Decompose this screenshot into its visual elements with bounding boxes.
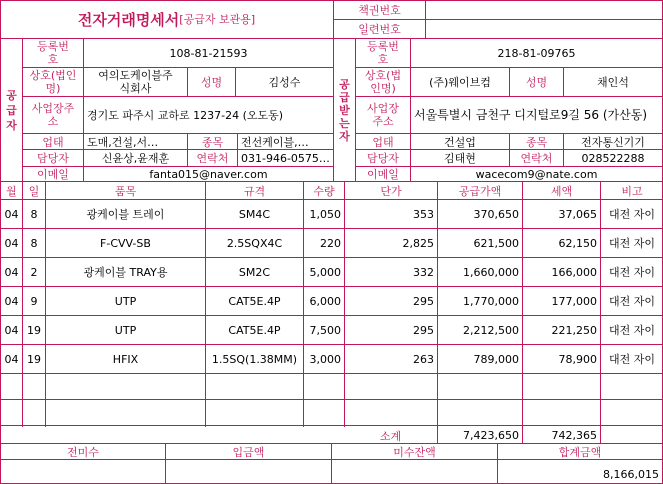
header-item: 품목 bbox=[114, 184, 137, 198]
recipient-address: 서울특별시 금천구 디지털로9길 56 (가산동) bbox=[414, 107, 647, 122]
row-1-price: 353 bbox=[413, 207, 434, 221]
recipient-side-char-1: 공 bbox=[339, 77, 350, 91]
recipient-side-char-4: 는 bbox=[339, 116, 350, 130]
row-6-month: 04 bbox=[4, 352, 19, 366]
row-4-note: 대전 자이 bbox=[608, 295, 655, 308]
supplier-manager-label: 담당자 bbox=[37, 152, 69, 165]
recipient-reg-no: 218-81-09765 bbox=[497, 46, 576, 60]
recipient-contact: 028522288 bbox=[581, 151, 645, 165]
header-note: 비고 bbox=[621, 184, 643, 198]
row-1-day: 8 bbox=[30, 207, 38, 221]
subtotal-label: 소계 bbox=[379, 429, 402, 443]
row-1-spec: SM4C bbox=[238, 207, 271, 221]
total-value: 8,166,015 bbox=[603, 468, 659, 481]
row-3-qty: 5,000 bbox=[309, 265, 341, 279]
row-4-tax: 177,000 bbox=[551, 294, 597, 308]
header-supply: 공급가액 bbox=[458, 184, 502, 198]
page-title bbox=[0, 0, 333, 38]
unpaid-value bbox=[1, 460, 165, 483]
supplier-side-label bbox=[1, 39, 22, 181]
supplier-business-type: 도매,건설,서… bbox=[87, 135, 159, 149]
supplier-side-char-3: 자 bbox=[6, 118, 17, 132]
deposit-label: 입금액 bbox=[232, 445, 265, 459]
row-6-item: HFIX bbox=[112, 352, 139, 366]
row-2-qty: 220 bbox=[320, 236, 341, 250]
serial-no-label: 일련번호 bbox=[358, 22, 401, 36]
supplier-address: 경기도 파주시 교하로 1237-24 (오도동) bbox=[87, 109, 284, 122]
row-4-day: 9 bbox=[30, 294, 38, 308]
book-no-value bbox=[426, 0, 662, 19]
row-4-qty: 6,000 bbox=[309, 294, 341, 308]
recipient-reg-no-label: 등록번호 bbox=[367, 40, 399, 66]
row-5-note: 대전 자이 bbox=[608, 324, 655, 337]
row-3-item: 광케이블 TRAY용 bbox=[83, 266, 168, 279]
supplier-side-char-2: 급 bbox=[6, 103, 17, 117]
supplier-company: 여의도케이블주식회사 bbox=[98, 69, 173, 95]
row-3-price: 332 bbox=[413, 265, 434, 279]
row-5-price: 295 bbox=[413, 323, 434, 337]
header-tax: 세액 bbox=[550, 184, 573, 198]
balance-value bbox=[332, 460, 497, 483]
header-spec: 규격 bbox=[243, 184, 266, 198]
row-3-spec: SM2C bbox=[238, 265, 271, 279]
recipient-company-label: 상호(법인명) bbox=[364, 69, 402, 95]
row-6-day: 19 bbox=[27, 352, 41, 366]
row-3-tax: 166,000 bbox=[551, 265, 597, 279]
supplier-contact: 031-946-0575… bbox=[241, 151, 330, 165]
recipient-manager-label: 담당자 bbox=[367, 152, 399, 165]
row-2-note: 대전 자이 bbox=[608, 237, 655, 250]
row-1-month: 04 bbox=[4, 207, 19, 221]
row-2-day: 8 bbox=[30, 236, 38, 250]
row-6-spec: 1.5SQ(1.38MM) bbox=[211, 352, 298, 366]
supplier-name-label: 성명 bbox=[200, 76, 223, 89]
recipient-side-char-2: 급 bbox=[339, 90, 350, 104]
row-3-day: 2 bbox=[30, 265, 38, 279]
row-1-supply: 370,650 bbox=[473, 207, 519, 221]
supplier-reg-no: 108-81-21593 bbox=[169, 46, 248, 60]
recipient-side-char-3: 받 bbox=[339, 103, 350, 117]
recipient-contact-label: 연락처 bbox=[520, 152, 553, 165]
row-5-day: 19 bbox=[27, 323, 41, 337]
row-6-tax: 78,900 bbox=[558, 352, 597, 366]
row-4-supply: 1,770,000 bbox=[463, 294, 519, 308]
supplier-contact-label: 연락처 bbox=[196, 152, 229, 165]
supplier-reg-no-label: 등록번호 bbox=[37, 40, 69, 66]
supplier-name: 김성수 bbox=[268, 76, 301, 89]
supplier-email-label: 이메일 bbox=[37, 168, 69, 181]
serial-no-value bbox=[426, 19, 662, 38]
row-4-spec: CAT5E.4P bbox=[228, 294, 281, 308]
recipient-manager: 김태현 bbox=[444, 152, 476, 165]
title-subtitle: [공급자 보관용] bbox=[179, 13, 256, 26]
supplier-email: fanta015@naver.com bbox=[149, 167, 268, 181]
recipient-company: (주)웨이브컴 bbox=[429, 76, 491, 89]
recipient-name-label: 성명 bbox=[525, 76, 548, 89]
row-1-tax: 37,065 bbox=[558, 207, 597, 221]
row-4-month: 04 bbox=[4, 294, 19, 308]
book-no-label: 책권번호 bbox=[358, 3, 401, 17]
row-2-supply: 621,500 bbox=[473, 236, 519, 250]
supplier-item-label: 종목 bbox=[201, 135, 224, 149]
supplier-manager: 신윤상,윤재훈 bbox=[101, 152, 170, 165]
row-5-spec: CAT5E.4P bbox=[228, 323, 281, 337]
title-text: 전자거래명세서 bbox=[77, 10, 180, 29]
supplier-business-type-label: 업태 bbox=[42, 135, 64, 149]
recipient-email-label: 이메일 bbox=[367, 168, 399, 181]
row-6-qty: 3,000 bbox=[309, 352, 341, 366]
row-5-tax: 221,250 bbox=[551, 323, 597, 337]
row-5-item: UTP bbox=[114, 323, 137, 337]
row-2-item: F-CVV-SB bbox=[100, 236, 151, 250]
recipient-side-label bbox=[334, 39, 355, 181]
header-day: 일 bbox=[28, 184, 40, 198]
balance-label: 미수잔액 bbox=[393, 445, 436, 459]
row-6-supply: 789,000 bbox=[473, 352, 519, 366]
supplier-side-char-1: 공 bbox=[6, 88, 17, 102]
total-label: 합계금액 bbox=[558, 445, 602, 459]
row-5-month: 04 bbox=[4, 323, 19, 337]
header-qty: 수량 bbox=[313, 184, 335, 198]
row-1-note: 대전 자이 bbox=[608, 208, 655, 221]
deposit-value bbox=[166, 460, 331, 483]
header-price: 단가 bbox=[380, 184, 402, 198]
recipient-name: 채인석 bbox=[597, 76, 629, 89]
row-4-item: UTP bbox=[114, 294, 137, 308]
row-1-qty: 1,050 bbox=[309, 207, 341, 221]
supplier-company-label: 상호(법인명) bbox=[29, 69, 77, 95]
row-2-price: 2,825 bbox=[402, 236, 434, 250]
unpaid-label: 전미수 bbox=[67, 445, 99, 459]
row-3-month: 04 bbox=[4, 265, 19, 279]
recipient-side-char-5: 자 bbox=[339, 129, 350, 143]
supplier-address-label: 사업장주소 bbox=[31, 102, 75, 128]
row-6-note: 대전 자이 bbox=[608, 353, 655, 366]
recipient-item-label: 종목 bbox=[525, 135, 548, 149]
row-1-item: 광케이블 트레이 bbox=[86, 208, 165, 221]
row-5-qty: 7,500 bbox=[309, 323, 341, 337]
supplier-item: 전선케이블,… bbox=[241, 135, 309, 149]
row-2-spec: 2.5SQX4C bbox=[226, 236, 283, 250]
row-5-supply: 2,212,500 bbox=[463, 323, 519, 337]
row-3-supply: 1,660,000 bbox=[463, 265, 519, 279]
row-3-note: 대전 자이 bbox=[608, 266, 655, 279]
header-month: 월 bbox=[6, 184, 17, 198]
row-4-price: 295 bbox=[413, 294, 434, 308]
row-2-tax: 62,150 bbox=[558, 236, 597, 250]
recipient-address-label: 사업장주소 bbox=[367, 102, 399, 128]
recipient-business-type-label: 업태 bbox=[372, 135, 394, 149]
recipient-email: wacecom9@nate.com bbox=[475, 167, 598, 181]
recipient-item: 전자통신기기 bbox=[581, 135, 645, 149]
subtotal-supply: 7,423,650 bbox=[463, 429, 519, 442]
subtotal-tax: 742,365 bbox=[551, 429, 597, 442]
row-2-month: 04 bbox=[4, 236, 19, 250]
recipient-business-type: 건설업 bbox=[444, 135, 476, 149]
row-6-price: 263 bbox=[413, 352, 434, 366]
